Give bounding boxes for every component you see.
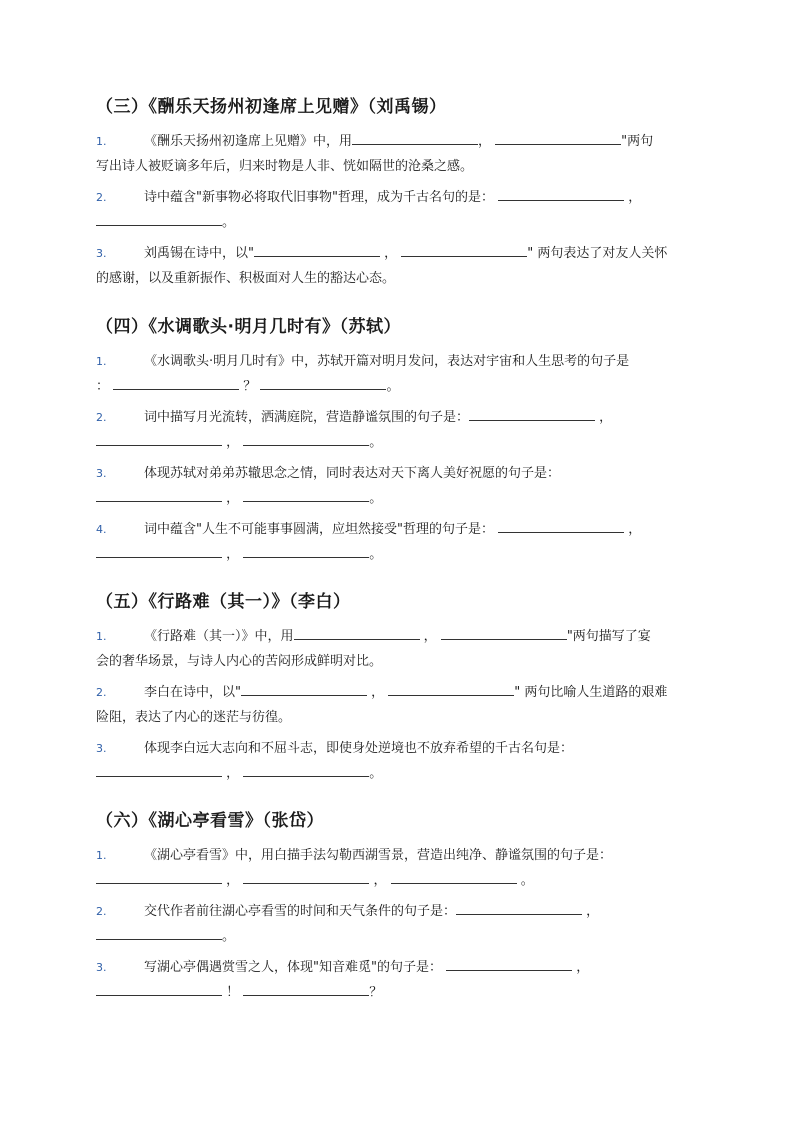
question-1 [96,349,698,399]
answer-blank[interactable] [352,130,478,145]
question-2 [96,899,698,949]
answer-blank[interactable] [96,487,222,502]
punct: ， [226,547,240,562]
question-text: 李白在诗中，以" [144,685,241,700]
answer-blank[interactable] [441,625,567,640]
question-number: 2. [96,686,107,699]
question-text: 写湖心亭偶遇赏雪之人，体现"知音难觅"的句子是： [144,960,442,975]
question-text-tail: "两句描写了宴 [566,629,651,644]
punct: ， [478,134,492,149]
answer-blank[interactable] [446,956,572,971]
answer-blank[interactable] [391,869,517,884]
punct: 。 [369,766,383,781]
answer-blank[interactable] [96,211,222,226]
question-number: 2. [96,905,107,918]
question-1 [96,129,698,179]
answer-blank[interactable] [96,925,222,940]
section-heading: （五）《行路难（其一）》（李白） [96,592,351,612]
answer-blank[interactable] [243,431,369,446]
question-text: 词中蕴含"人生不可能事事圆满，应坦然接受"哲理的句子是： [144,522,494,537]
question-number: 1. [96,630,107,643]
question-text-cont: 写出诗人被贬谪多年后，归来时物是人非、恍如隔世的沧桑之感。 [96,159,474,174]
punct: 。 [222,215,236,230]
punct: ， [373,873,387,888]
question-text-cont: 的感谢，以及重新振作、积极面对人生的豁达心态。 [96,271,396,286]
question-number: 2. [96,411,107,424]
section-5 [96,589,698,786]
answer-blank[interactable] [113,375,239,390]
answer-blank[interactable] [498,518,624,533]
answer-blank[interactable] [96,543,222,558]
punct: 。 [369,491,383,506]
question-2 [96,405,698,455]
question-text: 诗中蕴含"新事物必将取代旧事物"哲理，成为千古名句的是： [144,190,494,205]
punct: ， [628,190,642,205]
question-text-cont: 险阻，表达了内心的迷茫与彷徨。 [96,710,292,725]
question-number: 3. [96,961,107,974]
question-3 [96,241,698,291]
answer-blank[interactable] [401,242,527,257]
punct: ， [226,435,240,450]
punct: ， [226,766,240,781]
question-number: 3. [96,467,107,480]
answer-blank[interactable] [243,869,369,884]
punct: ？ [369,985,383,1000]
question-2 [96,680,698,730]
question-text: 体现苏轼对弟弟苏辙思念之情，同时表达对天下离人美好祝愿的句子是： [144,466,561,481]
punct: ， [371,685,385,700]
punct: 。 [369,547,383,562]
question-3 [96,955,698,1005]
question-text: 《湖心亭看雪》中，用白描手法勾勒西湖雪景，营造出纯净、静谧氛围的句子是： [144,848,613,863]
section-3 [96,94,698,291]
question-number: 4. [96,523,107,536]
answer-blank[interactable] [469,406,595,421]
punct: ， [384,246,398,261]
punct: ， [599,410,613,425]
answer-blank[interactable] [96,762,222,777]
question-text-tail: " 两句表达了对友人关怀 [527,246,668,261]
punct: ， [628,522,642,537]
question-text: 词中描写月光流转，洒满庭院，营造静谧氛围的句子是： [144,410,470,425]
question-text: 《行路难（其一）》中，用 [144,629,294,644]
question-3 [96,461,698,511]
answer-blank[interactable] [498,186,624,201]
punct: ， [586,904,600,919]
question-2 [96,185,698,235]
answer-blank[interactable] [456,900,582,915]
question-text: 《水调歌头·明月几时有》中，苏轼开篇对明月发问，表达对宇宙和人生思考的句子是 [144,354,630,369]
question-3 [96,736,698,786]
question-1 [96,624,698,674]
answer-blank[interactable] [254,242,380,257]
punct: 。 [520,873,534,888]
answer-blank[interactable] [96,981,222,996]
punct: ， [226,873,240,888]
answer-blank[interactable] [241,681,367,696]
punct: ， [226,491,240,506]
punct: 。 [222,929,236,944]
punct: ， [576,960,590,975]
question-number: 1. [96,355,107,368]
answer-blank[interactable] [243,762,369,777]
question-text-cont: 会的奢华场景，与诗人内心的苦闷形成鲜明对比。 [96,654,383,669]
question-text: 刘禹锡在诗中，以" [144,246,254,261]
answer-blank[interactable] [388,681,514,696]
question-number: 3. [96,247,107,260]
punct: 。 [369,435,383,450]
section-heading: （三）《酬乐天扬州初逢席上见赠》（刘禹锡） [96,97,447,117]
section-6 [96,808,698,1005]
question-number: 3. [96,742,107,755]
question-text: 交代作者前往湖心亭看雪的时间和天气条件的句子是： [144,904,457,919]
answer-blank[interactable] [294,625,420,640]
punct: ， [423,629,437,644]
answer-blank[interactable] [495,130,621,145]
section-heading: （六）《湖心亭看雪》（张岱） [96,811,324,831]
answer-blank[interactable] [96,869,222,884]
answer-blank[interactable] [243,487,369,502]
punct: ！ [226,985,240,1000]
question-text: 《酬乐天扬州初逢席上见赠》中，用 [144,134,353,149]
question-text: 体现李白远大志向和不屈斗志，即使身处逆境也不放弃希望的千古名句是： [144,741,574,756]
question-number: 1. [96,135,107,148]
question-text-tail: " 两句比喻人生道路的艰难 [514,685,668,700]
answer-blank[interactable] [243,543,369,558]
question-text-tail: "两句 [621,134,654,149]
question-4 [96,517,698,567]
answer-blank[interactable] [96,431,222,446]
section-heading: （四）《水调歌头·明月几时有》（苏轼） [96,317,401,337]
answer-blank[interactable] [243,981,369,996]
punct: ？ [243,379,257,394]
question-number: 1. [96,849,107,862]
question-1 [96,843,698,893]
punct: ： [96,379,110,394]
punct: 。 [386,379,400,394]
section-4 [96,314,698,567]
question-number: 2. [96,191,107,204]
answer-blank[interactable] [260,375,386,390]
